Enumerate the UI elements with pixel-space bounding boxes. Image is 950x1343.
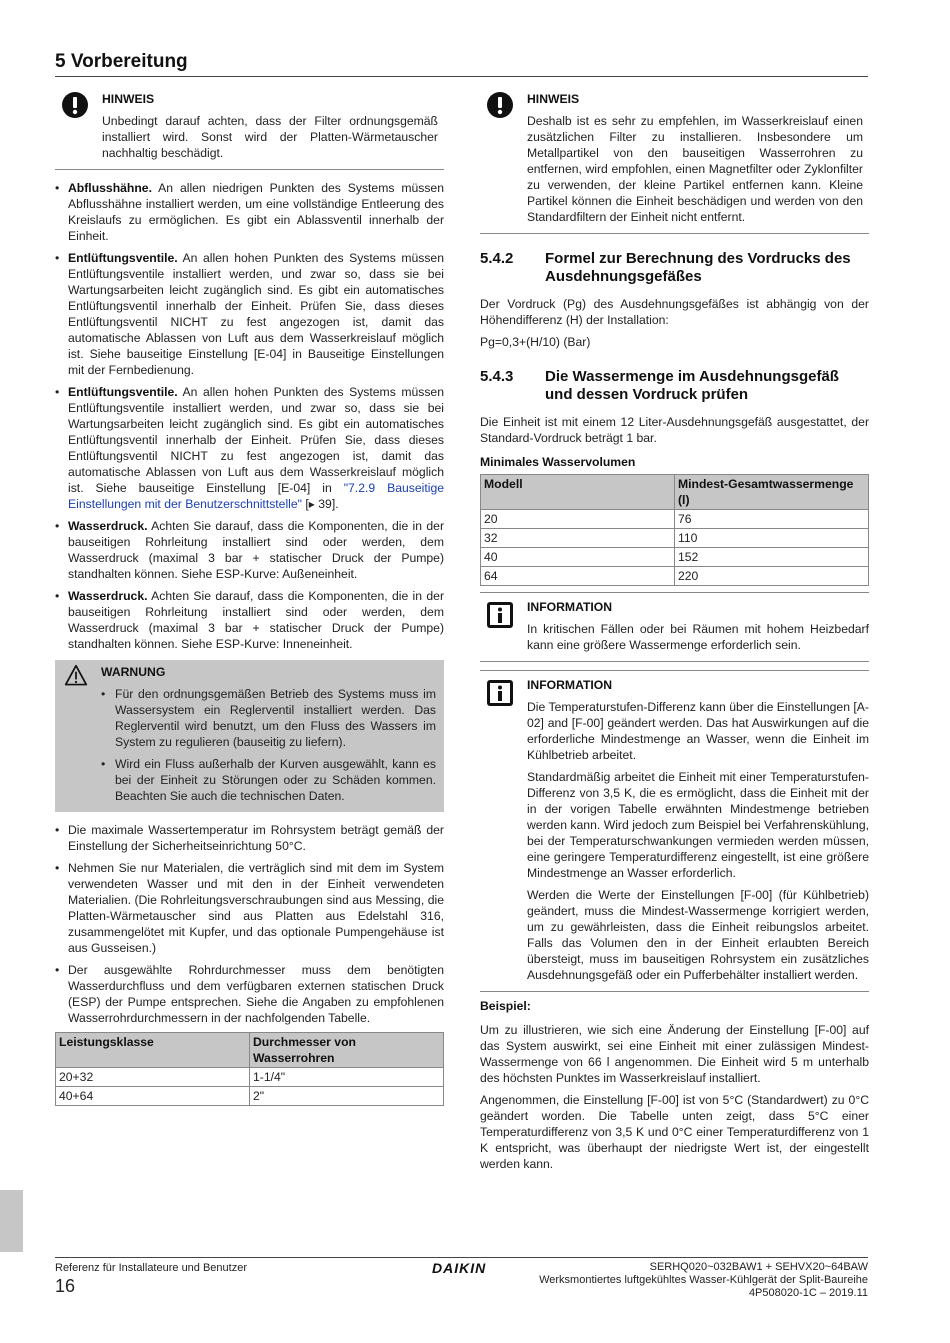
- notice-title: HINWEIS: [527, 92, 580, 106]
- notice-text: Unbedingt darauf achten, dass der Filter ordnungsgemäß installiert wird. Sonst wird der Platten-Wärmetauscher nachhaltig beschädigt.: [102, 114, 438, 160]
- information-text: In kritischen Fällen oder bei Räumen mit hohem Heizbedarf kann eine größere Wassermenge erforderlich sein.: [527, 622, 869, 652]
- footer-divider: [55, 1257, 868, 1258]
- paragraph: Der Vordruck (Pg) des Ausdehnungsgefäßes ist abhängig von der Höhendifferenz (H) der Installation:: [480, 297, 869, 327]
- cross-reference-link[interactable]: "7.2.9 Bauseitige Einstellungen mit der Benutzerschnittstelle": [68, 481, 445, 511]
- bullet-water-pressure-2: [55, 588, 444, 652]
- table-header: Durchmesser von Wasserrohren: [250, 1033, 444, 1068]
- bullet-max-temperature: • Die maximale Wassertemperatur im Rohrsystem beträgt gemäß der Einstellung der Sicherheitseinrichtung 50°C.: [55, 822, 444, 854]
- table-row: [481, 529, 869, 548]
- header-divider: [55, 76, 868, 77]
- warning-triangle-icon: [63, 664, 89, 688]
- table-cell: 110: [675, 529, 869, 548]
- warning-box: [55, 660, 444, 812]
- table-cell: 2": [250, 1087, 444, 1106]
- exclamation-icon: [61, 91, 89, 119]
- bullet-drain-valves: [55, 180, 444, 244]
- bullet-title: Wasserdruck.: [68, 519, 148, 533]
- table-cell: 1-1/4": [250, 1068, 444, 1087]
- footer-model-line: SERHQ020~032BAW1 + SEHVX20~64BAW: [649, 1261, 868, 1273]
- table-row: [56, 1068, 444, 1087]
- page-reference: [▸ 39].: [301, 497, 339, 511]
- information-box: [480, 592, 869, 662]
- table-header-row: [56, 1033, 444, 1068]
- table-cell: 20: [481, 510, 675, 529]
- information-icon: [486, 679, 514, 707]
- paragraph: Angenommen, die Einstellung [F-00] ist von 5°C (Standardwert) zu 0°C geändert worden. Die Tabelle unten zeigt, dass 5°C einer Temperaturdifferenz von 3,5 K und 0°C einer Temperaturdifferenz von 1 K entspricht, was überhaupt der niedrigste Wert ist, der eingestellt werden kann.: [480, 1093, 869, 1171]
- right-column: [480, 91, 869, 1172]
- section-heading-5-4-2: [480, 250, 869, 286]
- table-row: [56, 1087, 444, 1106]
- table-header: Leistungsklasse: [56, 1033, 250, 1068]
- bullet-pipe-diameter: • Der ausgewählte Rohrdurchmesser muss dem benötigten Wasserdurchfluss und dem verfügbaren externen statischen Druck (ESP) der Pumpe entsprechen. Siehe die Angaben zu empfohlenen Wasserrohrdurchmessern in der nachfolgenden Tabelle.: [55, 962, 444, 1026]
- information-text: Werden die Werte der Einstellungen [F-00] (für Kühlbetrieb) geändert, muss die Mindest-Wassermenge korrigiert werden, um zu gewährleisten, dass die Einheit reibungslos arbeitet. Falls das Volumen den in der Einheit erlaubten Bereich übersteigt, muss im bauseitigen Rohrsystem ein zusätzliches Ausdehnungsgefäß oder ein Pufferbehälter installiert werden.: [527, 888, 869, 982]
- information-text: Die Temperaturstufen-Differenz kann über die Einstellungen [A-02] and [F-00] geändert werden. Das hat Auswirkungen auf die erforderliche Mindestmenge an Wasser, wenn die Einheit im Kühlbetrieb arbeitet.: [527, 700, 869, 762]
- chapter-side-tab: [0, 1190, 23, 1252]
- information-box: [480, 670, 869, 992]
- table-cell: 152: [675, 548, 869, 567]
- daikin-logo: DAIKIN: [432, 1260, 487, 1276]
- footer-model-info: [539, 1261, 868, 1300]
- notice-text: Deshalb ist es sehr zu empfehlen, im Wasserkreislauf einen zusätzlichen Filter zu installieren. Insbesondere um Metallpartikel von den bauseitigen Wasserrohren zu entfernen, wird empfohlen, einen Magnetfilter oder Zyklonfilter zu verwenden, der kleine Partikel entfernen kann. Kleine Partikel können die Einheit beschädigen und werden von den Standardfiltern der Einheit nicht entfernt.: [527, 114, 863, 224]
- left-column: [55, 91, 444, 1106]
- warning-item: • Wird ein Fluss außerhalb der Kurven ausgewählt, kann es bei der Einheit zu Störungen oder zu Schäden kommen. Beachten Sie auch die technischen Daten.: [101, 756, 436, 804]
- table-cell: 32: [481, 529, 675, 548]
- table-cell: 220: [675, 567, 869, 586]
- footer-model-line: 4P508020-1C – 2019.11: [748, 1287, 868, 1299]
- water-volume-table: [480, 474, 869, 586]
- table-cell: 64: [481, 567, 675, 586]
- section-number: 5.4.2: [480, 250, 514, 267]
- bullet-text: An allen niedrigen Punkten des Systems müssen Abflusshähne installiert werden, um eine vollständige Entleerung des Kreislaufs zu ermöglichen. Es gibt ein Ablassventil innerhalb der Einheit.: [68, 181, 444, 243]
- footer-document-title: Referenz für Installateure und Benutzer: [55, 1262, 248, 1274]
- notice-box: [55, 91, 444, 170]
- information-title: INFORMATION: [527, 678, 613, 692]
- information-text: Standardmäßig arbeitet die Einheit mit einer Temperaturstufen-Differenz von 3,5 K, die es ermöglicht, dass die Einheit mit der in der vorigen Tabelle erwähnten Mindestmenge betrieben werden kann. Wird jedoch zum Beispiel bei Verfahrenskühlung, bei der Temperaturschwankungen vermieden werden müssen, eine geringere Temperaturdifferenz eingestellt, ist eine größere Mindestmenge an Wasser erforderlich.: [527, 770, 869, 880]
- formula: Pg=0,3+(H/10) (Bar): [480, 335, 591, 349]
- example-title: Beispiel:: [480, 999, 531, 1013]
- table-row: [481, 548, 869, 567]
- paragraph: Um zu illustrieren, wie sich eine Änderung der Einstellung [F-00] auf das System auswirkt, sei eine Einheit mit einer zulässigen Mindest-Wassermenge von 66 l angenommen. Die Einheit wird 5 m unterhalb des höchsten Punktes im Wasserkreislauf installiert.: [480, 1023, 869, 1085]
- table-header: Modell: [481, 475, 675, 510]
- pipe-diameter-table: [55, 1032, 444, 1106]
- table-row: [481, 510, 869, 529]
- table-header: Mindest-Gesamtwassermenge (l): [675, 475, 869, 510]
- exclamation-icon: [486, 91, 514, 119]
- section-heading-5-4-3: [480, 368, 869, 404]
- bullet-text: An allen hohen Punkten des Systems müssen Entlüftungsventile installiert werden, und zwar so, dass sie bei Wartungsarbeiten leicht zugänglich sind. Es gibt ein automatisches Entlüftungsventil innerhalb der Einheit. Prüfen Sie, dass dieses Entlüftungsventil NICHT zu fest angezogen ist, damit das automatische Ablassen von Luft aus dem Wasserkreislauf möglich ist. Siehe bauseitige Einstellung [E-04] in Bauseitige Einstellungen mit der Fernbedienung.: [68, 251, 444, 377]
- table-cell: 20+32: [56, 1068, 250, 1087]
- table-cell: 76: [675, 510, 869, 529]
- bullet-title: Abflusshähne.: [68, 181, 152, 195]
- bullet-materials: • Nehmen Sie nur Materialen, die verträglich sind mit dem im System verwendeten Wasser und mit den in der Einheit verwendeten Materialien. (Die Rohrleitungsverschraubungen sind aus Messing, die Platten-Wärmetauscher sind aus Platten aus Edelstahl 316, zusammengelötet mit Kupfer, und das optionale Pumpengehäuse ist aus Gusseisen.): [55, 860, 444, 956]
- table-row: [481, 567, 869, 586]
- section-title: Die Wassermenge im Ausdehnungsgefäß und dessen Vordruck prüfen: [545, 368, 839, 403]
- bullet-text: Achten Sie darauf, dass die Komponenten, die in der bauseitigen Rohrleitung installiert sind oder werden, dem Wasserdruck (maximal 3 bar + statischer Druck der Pumpe) standhalten können. Siehe ESP-Kurve: Außeneinheit.: [68, 519, 444, 581]
- page-number: 16: [55, 1276, 76, 1296]
- bullet-text: Achten Sie darauf, dass die Komponenten, die in der bauseitigen Rohrleitung installiert sind oder werden, dem Wasserdruck (maximal 3 bar + statischer Druck der Pumpe) standhalten können. Siehe ESP-Kurve: Inneneinheit.: [68, 589, 444, 651]
- bullet-air-purge-2: [55, 384, 444, 512]
- section-number: 5.4.3: [480, 368, 514, 385]
- footer-model-line: Werksmontiertes luftgekühltes Wasser-Kühlgerät der Split-Baureihe: [539, 1274, 868, 1286]
- table-cell: 40: [481, 548, 675, 567]
- bullet-text: An allen hohen Punkten des Systems müssen Entlüftungsventile installiert werden, und zwar so, dass sie bei Wartungsarbeiten leicht zugänglich sind. Es gibt ein automatisches Entlüftungsventil innerhalb der Einheit. Prüfen Sie, dass dieses Entlüftungsventil NICHT zu fest angezogen ist, damit das automatische Ablassen von Luft aus dem Wasserkreislauf möglich ist. Siehe bauseitige Einstellung [E-04] in: [68, 385, 444, 495]
- bullet-title: Wasserdruck.: [68, 589, 148, 603]
- paragraph: Die Einheit ist mit einem 12 Liter-Ausdehnungsgefäß ausgestattet, der Standard-Vordruck beträgt 1 bar.: [480, 415, 869, 445]
- warning-title: WARNUNG: [101, 665, 166, 679]
- section-title: Formel zur Berechnung des Vordrucks des Ausdehnungsgefäßes: [545, 250, 851, 285]
- notice-title: HINWEIS: [102, 92, 155, 106]
- information-icon: [486, 601, 514, 629]
- bullet-water-pressure-1: [55, 518, 444, 582]
- bullet-title: Entlüftungsventile.: [68, 251, 178, 265]
- table-title: Minimales Wasservolumen: [480, 455, 636, 469]
- bullet-title: Entlüftungsventile.: [68, 385, 178, 399]
- bullet-air-purge-1: [55, 250, 444, 378]
- information-title: INFORMATION: [527, 600, 613, 614]
- chapter-title: 5 Vorbereitung: [55, 51, 188, 72]
- table-cell: 40+64: [56, 1087, 250, 1106]
- notice-box: [480, 91, 869, 234]
- warning-item: • Für den ordnungsgemäßen Betrieb des Systems muss im Wassersystem ein Reglerventil installiert werden. Das Reglerventil wird benutzt, um den Fluss des Wassers im System zu regulieren (bauseitig zu liefern).: [101, 686, 436, 750]
- table-header-row: [481, 475, 869, 510]
